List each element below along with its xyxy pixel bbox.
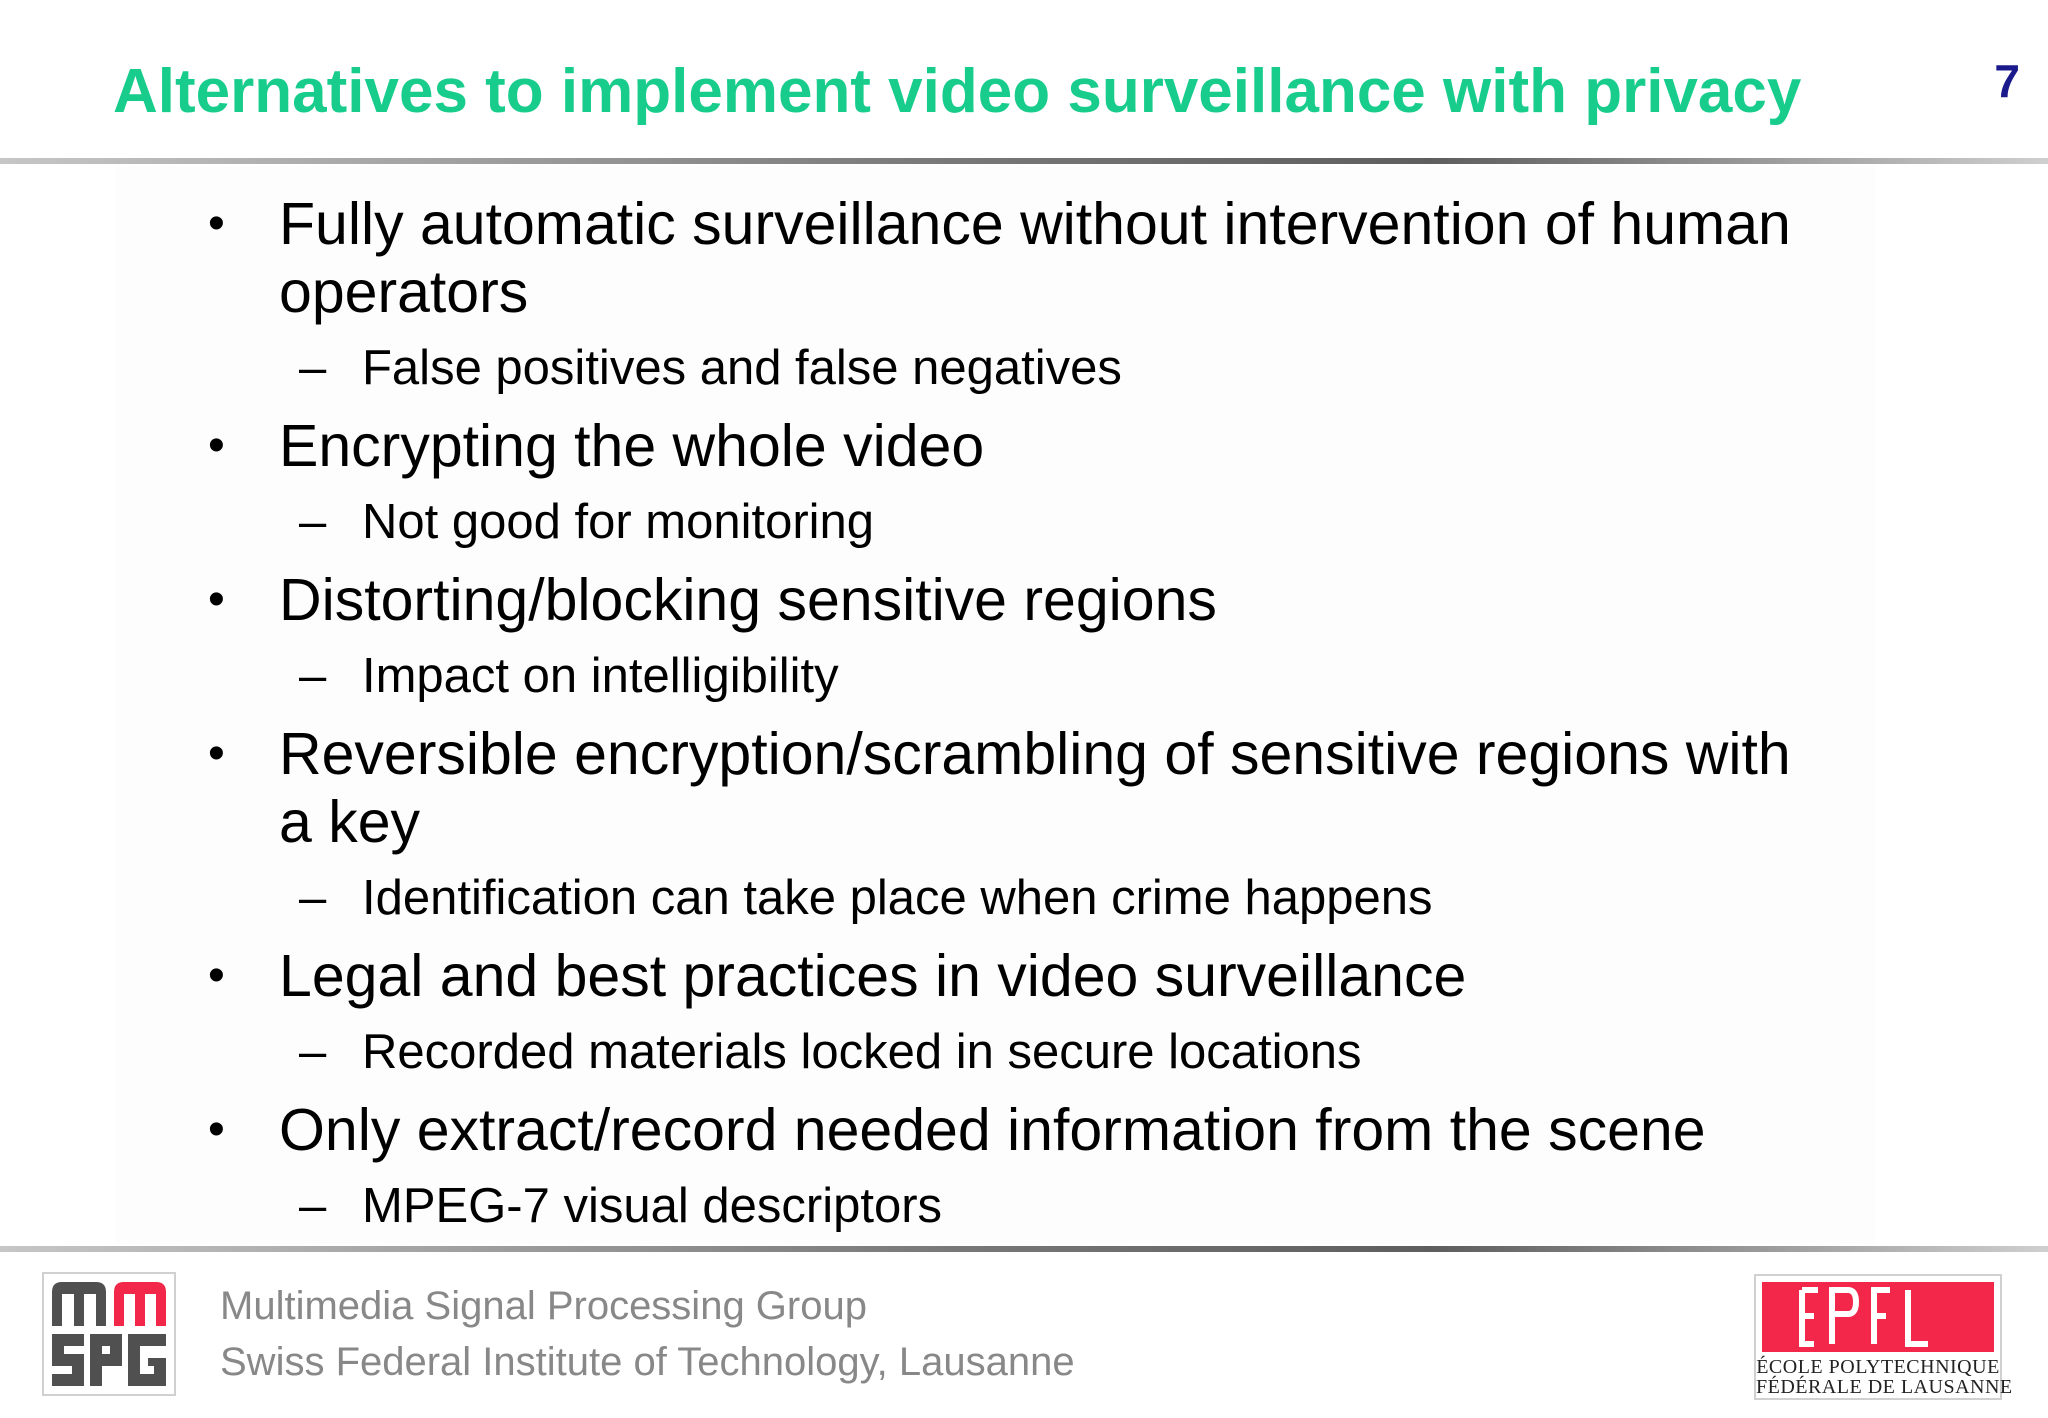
bullet-text: Only extract/record needed information from the scene — [279, 1097, 1706, 1163]
sub-bullet-marker: – — [299, 871, 327, 925]
bullet-marker: • — [208, 727, 225, 780]
page-number: 7 — [1994, 55, 2020, 107]
footer-group-name: Multimedia Signal Processing Group — [220, 1284, 867, 1328]
bullet-text: Fully automatic surveillance without intervention of human operators — [279, 191, 1791, 325]
epfl-line-2: FÉDÉRALE DE LAUSANNE — [1756, 1376, 2013, 1398]
header-divider — [0, 158, 2048, 164]
bullet-item — [200, 1096, 1820, 1236]
mmspg-logo-graphic — [44, 1274, 174, 1394]
sub-bullet-text: MPEG-7 visual descriptors — [362, 1179, 943, 1233]
bullet-text: Encrypting the whole video — [279, 413, 985, 479]
sub-bullet-text: Recorded materials locked in secure locations — [362, 1025, 1362, 1079]
footer-institute-name: Swiss Federal Institute of Technology, Lausanne — [220, 1340, 1075, 1384]
epfl-logo-graphic — [1762, 1282, 1994, 1352]
bullet-marker: • — [208, 573, 225, 626]
bullet-item — [200, 190, 1820, 398]
sub-bullet-text: Not good for monitoring — [362, 495, 875, 549]
mmspg-logo — [42, 1272, 176, 1396]
sub-bullet-marker: – — [299, 649, 327, 703]
sub-bullet-marker: – — [299, 495, 327, 549]
sub-bullet-marker: – — [299, 1025, 327, 1079]
bullet-item — [200, 412, 1820, 552]
bullet-marker: • — [208, 949, 225, 1002]
epfl-line-1: ÉCOLE POLYTECHNIQUE — [1756, 1356, 2000, 1378]
sub-bullet-text: False positives and false negatives — [362, 341, 1122, 395]
bullet-marker: • — [208, 197, 225, 250]
bullet-text: Reversible encryption/scrambling of sensitive regions with a key — [279, 721, 1791, 855]
bullet-item — [200, 566, 1820, 706]
bullet-item — [200, 720, 1820, 928]
bullet-text: Legal and best practices in video surveillance — [279, 943, 1467, 1009]
slide-title: Alternatives to implement video surveillance with privacy — [113, 57, 1802, 126]
sub-bullet-text: Identification can take place when crime happens — [362, 871, 1433, 925]
bullet-item — [200, 942, 1820, 1082]
bullet-marker: • — [208, 1103, 225, 1156]
sub-bullet-marker: – — [299, 341, 327, 395]
bullet-list — [200, 190, 1820, 1250]
epfl-logo-banner — [1762, 1282, 1994, 1352]
bullet-marker: • — [208, 419, 225, 472]
epfl-logo — [1754, 1274, 2013, 1400]
bullet-text: Distorting/blocking sensitive regions — [279, 567, 1217, 633]
sub-bullet-marker: – — [299, 1179, 327, 1233]
footer-divider — [0, 1246, 2048, 1252]
sub-bullet-text: Impact on intelligibility — [362, 649, 839, 703]
